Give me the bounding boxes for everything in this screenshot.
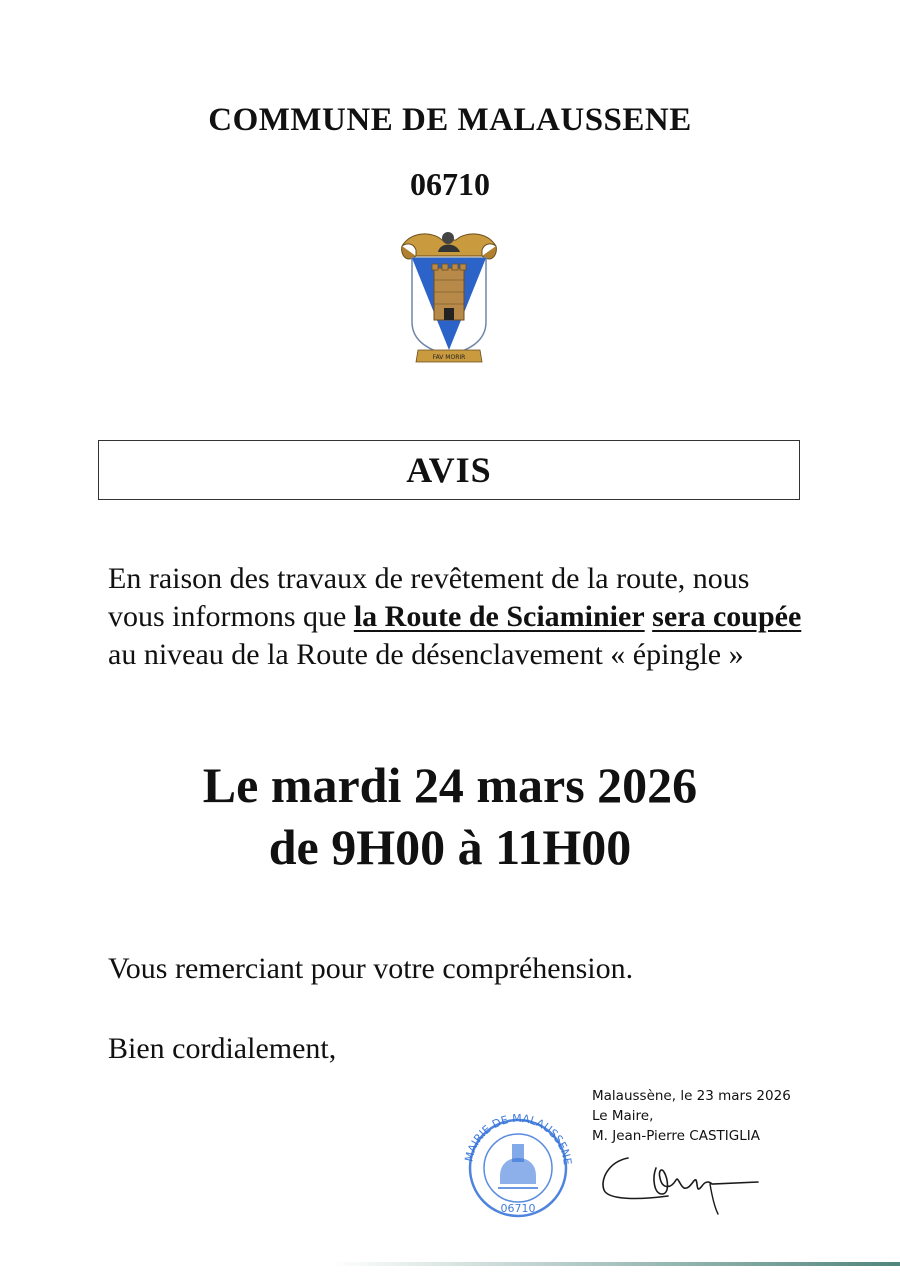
signature-role: Le Maire, [592,1108,654,1124]
closure-date: Le mardi 24 mars 2026 [202,757,698,813]
official-stamp-icon [458,1114,578,1218]
notice-body-rest: au niveau de la Route de désenclavement « épingle » [108,638,744,671]
stamp-postcode: 06710 [500,1202,536,1215]
notice-road-name: la Route de Sciaminier [353,600,645,633]
notice-closure: sera coupée [652,600,802,633]
coat-of-arms-motto: FAV MORIR [432,354,466,361]
signature-block [592,1086,791,1146]
scan-edge-line [330,1262,900,1266]
stamp-text: MAIRIE DE MALAUSSENE [462,1114,574,1166]
commune-title: COMMUNE DE MALAUSSENE [208,102,692,138]
signature-name: M. Jean-Pierre CASTIGLIA [592,1128,760,1144]
notice-body-intro: En raison des travaux de revêtement de la route, nous vous informons que [108,562,750,633]
commune-postcode: 06710 [410,166,490,202]
notice-heading-box [98,440,800,500]
notice-body [108,560,808,674]
notice-heading: AVIS [406,450,492,490]
coat-of-arms-icon [398,224,500,366]
handwritten-signature-icon [598,1150,768,1218]
closure-time: de 9H00 à 11H00 [268,819,632,875]
thanks-line: Vous remerciant pour votre compréhension. [108,952,634,985]
closing-line: Bien cordialement, [108,1032,337,1065]
signature-place-date: Malaussène, le 23 mars 2026 [592,1088,791,1104]
